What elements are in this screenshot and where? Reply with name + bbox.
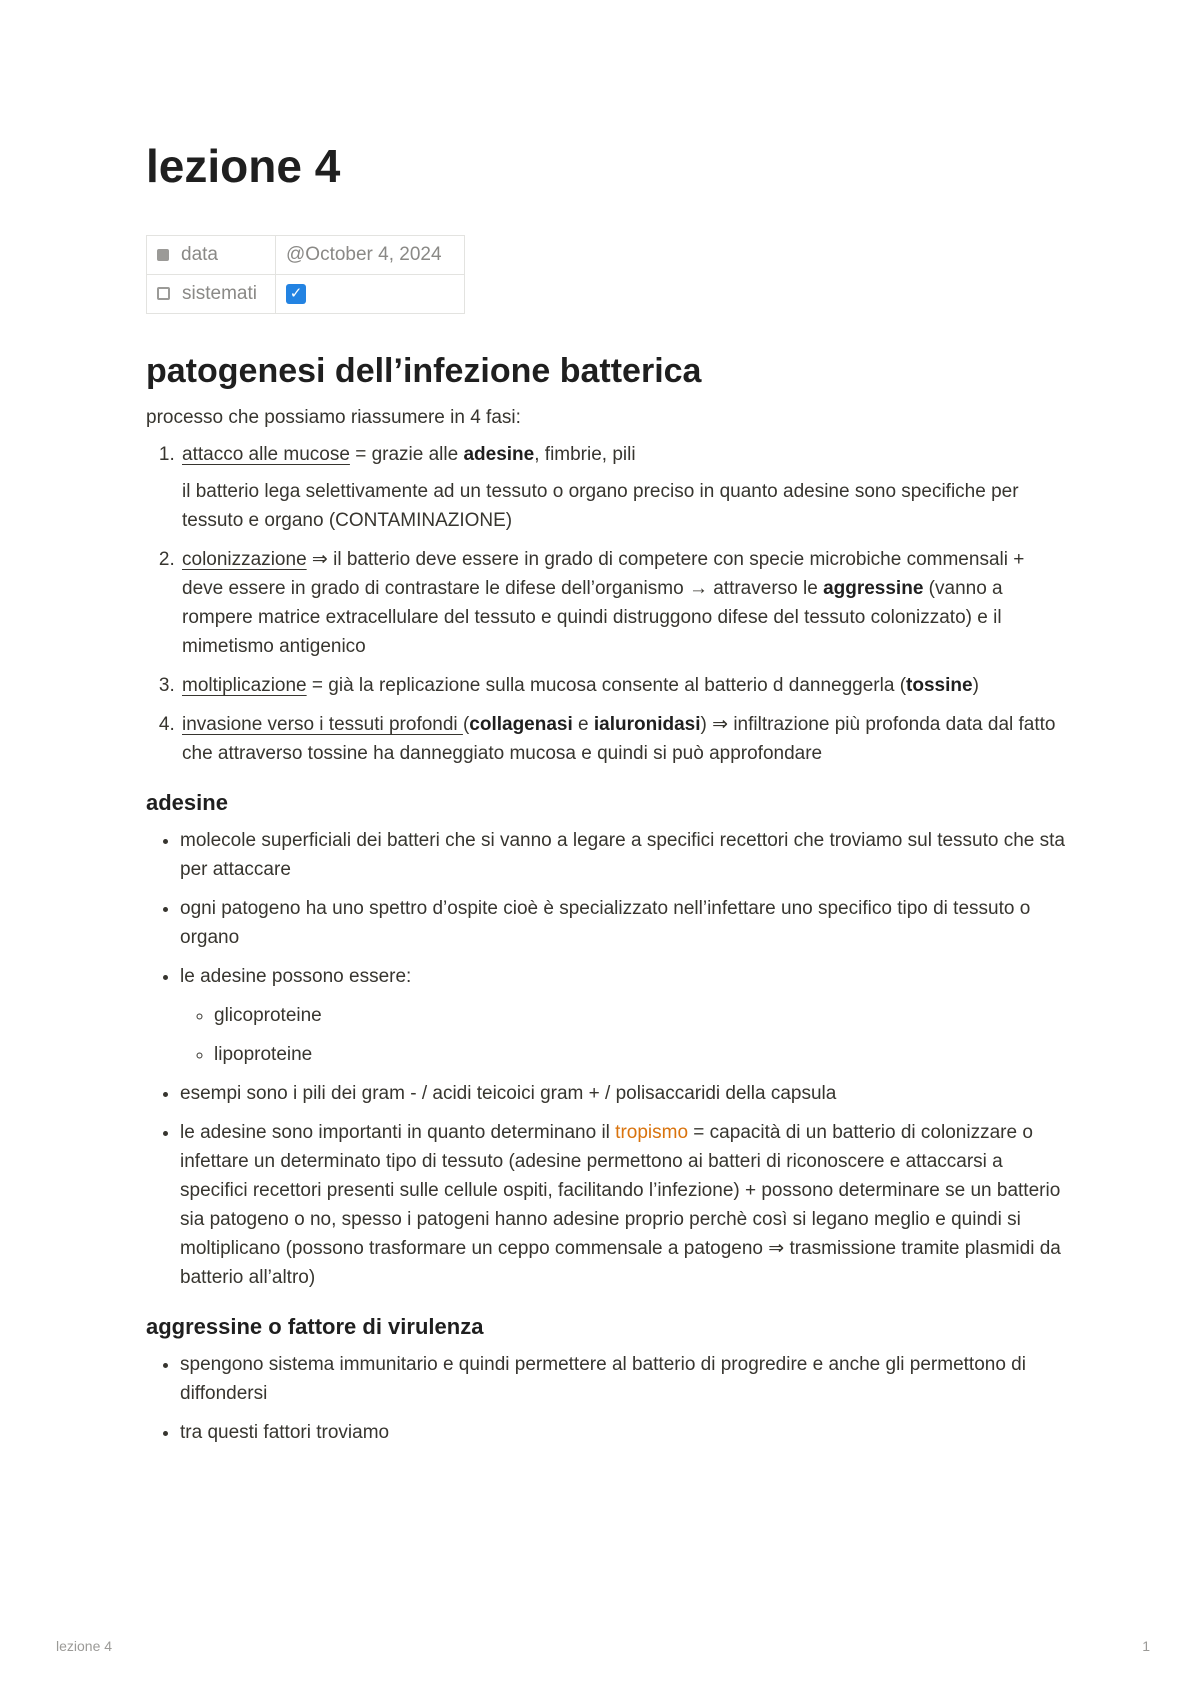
checkbox-property-icon [157,287,170,300]
list-item: • esempi sono i pili dei gram - / acidi teicoici gram + / polisaccaridi della capsula [180,1079,1066,1108]
section-heading: patogenesi dell’infezione batterica [146,351,702,390]
document-page [146,140,1066,1457]
list-item: ◦ lipoproteine [214,1040,1066,1069]
list-item: • molecole superficiali dei batteri che si vanno a legare a specifici recettori che troviamo sul tessuto che sta per attaccare [180,826,1066,884]
list-item: • spengono sistema immunitario e quindi permettere al batterio di progredire e anche gli permettono di diffondersi [180,1350,1066,1408]
list-item: 1. attacco alle mucose = grazie alle adesine, fimbrie, pili il batterio lega selettivamente ad un tessuto o organo preciso in quanto adesine sono specifiche per tessuto e organo (CONTAMINAZIONE) [180,440,1066,535]
intro-paragraph: processo che possiamo riassumere in 4 fasi: [146,406,521,428]
calendar-icon [157,249,169,261]
phases-list [146,440,1066,768]
property-key: sistemati [182,282,257,304]
property-row-sistemati [147,274,465,313]
property-value-date[interactable]: @October 4, 2024 [276,235,465,274]
list-item-detail: il batterio lega selettivamente ad un tessuto o organo preciso in quanto adesine sono specifiche per tessuto e organo (CONTAMINAZIONE) [182,480,1019,531]
highlighted-term: tropismo [615,1121,689,1143]
property-row-data [147,235,465,274]
list-item: 3. moltiplicazione = già la replicazione sulla mucosa consente al batterio d danneggerla (tossine) [180,671,1066,700]
properties-table [146,235,465,314]
list-item: • tra questi fattori troviamo [180,1418,1066,1447]
aggressine-list [146,1350,1066,1447]
list-item: • ogni patogeno ha uno spettro d’ospite cioè è specializzato nell’infettare uno specifico tipo di tessuto o organo [180,894,1066,952]
page-number: 1 [1142,1638,1150,1654]
page-title: lezione 4 [146,140,341,192]
list-item: • le adesine possono essere: ◦ glicoproteine ◦ lipoproteine [180,962,1066,1069]
footer-title: lezione 4 [56,1638,113,1654]
list-item: ◦ glicoproteine [214,1001,1066,1030]
section-heading: aggressine o fattore di virulenza [146,1313,484,1339]
section-heading: adesine [146,789,228,815]
list-item: 4. invasione verso i tessuti profondi (collagenasi e ialuronidasi) ⇒ infiltrazione più profonda data dal fatto che attraverso tossine ha danneggiato mucosa e quindi si può approfondare [180,710,1066,768]
checked-checkbox[interactable]: ✓ [286,284,306,304]
property-key: data [181,243,218,265]
list-item: • le adesine sono importanti in quanto determinano il tropismo = capacità di un batterio di colonizzare o infettare un determinato tipo di tessuto (adesine permettono ai batteri di riconoscere e attaccarsi a specifici recettori presenti sulle cellule ospiti, facilitando l’infezione) + possono determinare se un batterio sia patogeno o no, spesso i patogeni hanno adesine proprio perchè così si legano meglio e quindi si moltiplicano (possono trasformare un ceppo commensale a patogeno ⇒ trasmissione tramite plasmidi da batterio all’altro) [180,1118,1066,1292]
nested-list [180,1001,1066,1069]
adesine-list [146,826,1066,1292]
list-item: 2. colonizzazione ⇒ il batterio deve essere in grado di competere con specie microbiche commensali + deve essere in grado di contrastare le difese dell’organismo → attraverso le aggressine (vanno a rompere matrice extracellulare del tessuto e quindi distruggono difese del tessuto colonizzato) e il mimetismo antigenico [180,545,1066,661]
